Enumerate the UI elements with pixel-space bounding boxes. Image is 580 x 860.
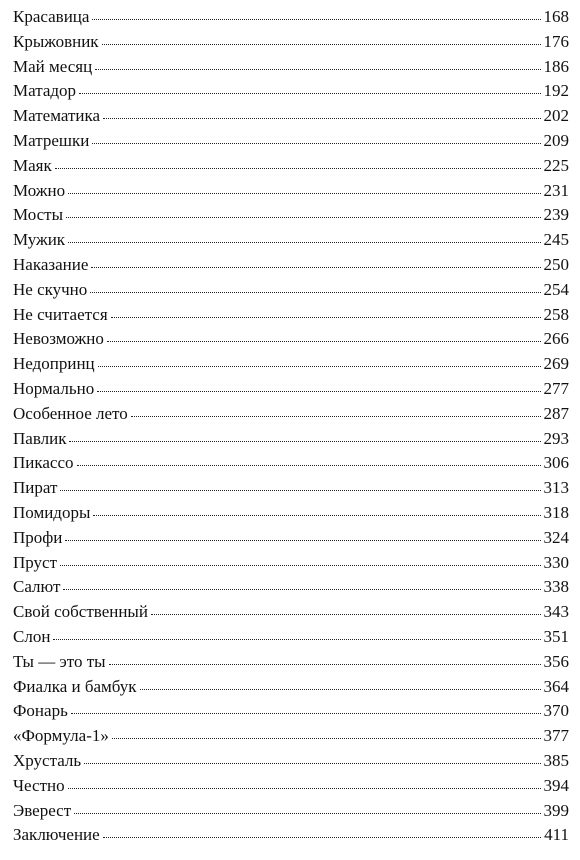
toc-entry-title: Недопринц — [13, 354, 95, 374]
toc-entry-title: Красавица — [13, 7, 90, 26]
toc-entry-page-number: 245 — [543, 230, 569, 250]
toc-entry — [13, 352, 569, 377]
toc-entry — [13, 650, 569, 675]
toc-entry-page-number: 192 — [543, 81, 569, 101]
toc-entry-page-number: 186 — [543, 56, 569, 76]
toc-entry-title: «Формула-1» — [13, 726, 109, 746]
dot-leader — [74, 812, 540, 814]
toc-entry — [13, 774, 569, 799]
toc-entry — [13, 799, 569, 824]
toc-entry — [13, 551, 569, 576]
table-of-contents — [13, 5, 569, 848]
dot-leader — [111, 316, 541, 318]
dot-leader — [60, 564, 540, 566]
toc-entry-title: Павлик — [13, 428, 67, 448]
toc-entry-page-number: 306 — [543, 453, 569, 473]
toc-entry-title: Профи — [13, 527, 63, 547]
toc-entry-title: Фонарь — [13, 701, 68, 721]
toc-entry-title: Невозможно — [13, 329, 104, 349]
dot-leader — [79, 92, 540, 94]
dot-leader — [112, 737, 541, 739]
toc-entry — [13, 228, 569, 253]
dot-leader — [60, 489, 540, 491]
dot-leader — [53, 638, 540, 640]
toc-entry-page-number: 313 — [543, 478, 569, 498]
toc-entry-title: Салют — [13, 577, 61, 597]
toc-entry-title: Эверест — [13, 800, 72, 820]
toc-entry — [13, 104, 569, 129]
toc-entry — [13, 427, 569, 452]
toc-entry-title: Фиалка и бамбук — [13, 676, 137, 696]
toc-entry — [13, 501, 569, 526]
dot-leader — [151, 613, 541, 615]
dot-leader — [55, 167, 541, 169]
toc-entry-page-number: 343 — [543, 602, 569, 622]
toc-entry — [13, 823, 569, 848]
toc-entry — [13, 600, 569, 625]
toc-entry-page-number: 266 — [543, 329, 569, 349]
toc-entry-page-number: 364 — [543, 676, 569, 696]
toc-entry-page-number: 394 — [543, 775, 569, 795]
toc-entry-title: Матадор — [13, 81, 77, 101]
toc-entry-title: Мужик — [13, 230, 66, 250]
toc-entry-title: Пруст — [13, 552, 58, 572]
dot-leader — [95, 68, 540, 70]
toc-entry-page-number: 258 — [543, 304, 569, 324]
toc-entry — [13, 303, 569, 328]
toc-entry — [13, 253, 569, 278]
toc-entry-title: Пикассо — [13, 453, 74, 473]
toc-entry-page-number: 225 — [543, 155, 569, 175]
toc-entry — [13, 327, 569, 352]
toc-entry — [13, 451, 569, 476]
toc-entry — [13, 278, 569, 303]
toc-entry-title: Особенное лето — [13, 403, 128, 423]
dot-leader — [68, 787, 541, 789]
toc-entry-title: Помидоры — [13, 502, 91, 522]
toc-entry-title: Ты — это ты — [13, 651, 106, 671]
toc-entry-page-number: 370 — [543, 701, 569, 721]
toc-entry-title: Не считается — [13, 304, 108, 324]
toc-entry — [13, 5, 569, 30]
dot-leader — [66, 216, 540, 218]
toc-entry-title: Нормально — [13, 378, 95, 398]
toc-entry — [13, 675, 569, 700]
dot-leader — [131, 415, 541, 417]
toc-entry — [13, 724, 569, 749]
toc-entry-page-number: 254 — [543, 279, 569, 299]
toc-entry-title: Слон — [13, 626, 51, 646]
dot-leader — [98, 365, 541, 367]
toc-entry — [13, 625, 569, 650]
toc-entry-title: Заключение — [13, 825, 100, 845]
toc-entry-page-number: 269 — [543, 354, 569, 374]
toc-entry-title: Матрешки — [13, 130, 90, 150]
toc-entry — [13, 476, 569, 501]
toc-entry-title: Математика — [13, 106, 101, 126]
toc-entry-title: Хрусталь — [13, 750, 82, 770]
dot-leader — [63, 588, 540, 590]
toc-entry-page-number: 209 — [543, 130, 569, 150]
toc-entry-page-number: 168 — [543, 7, 569, 26]
toc-entry-title: Пират — [13, 478, 58, 498]
toc-entry — [13, 749, 569, 774]
toc-entry — [13, 129, 569, 154]
toc-entry-title: Не скучно — [13, 279, 88, 299]
dot-leader — [92, 18, 540, 20]
toc-entry — [13, 526, 569, 551]
dot-leader — [103, 836, 541, 838]
dot-leader — [84, 762, 540, 764]
toc-entry-title: Свой собственный — [13, 602, 148, 622]
toc-entry — [13, 179, 569, 204]
dot-leader — [97, 390, 540, 392]
toc-entry-page-number: 351 — [543, 626, 569, 646]
toc-entry-page-number: 293 — [543, 428, 569, 448]
toc-entry — [13, 79, 569, 104]
toc-entry-page-number: 324 — [543, 527, 569, 547]
dot-leader — [71, 712, 541, 714]
toc-entry — [13, 203, 569, 228]
toc-entry-title: Маяк — [13, 155, 52, 175]
toc-entry — [13, 55, 569, 80]
dot-leader — [109, 663, 541, 665]
toc-entry-page-number: 287 — [543, 403, 569, 423]
toc-entry-page-number: 399 — [543, 800, 569, 820]
toc-entry-title: Май месяц — [13, 56, 93, 76]
toc-entry-page-number: 202 — [543, 106, 569, 126]
toc-entry-page-number: 318 — [543, 502, 569, 522]
dot-leader — [90, 291, 540, 293]
dot-leader — [93, 514, 540, 516]
dot-leader — [69, 440, 540, 442]
dot-leader — [68, 192, 540, 194]
dot-leader — [103, 117, 540, 119]
toc-entry-page-number: 411 — [544, 825, 569, 845]
toc-entry — [13, 575, 569, 600]
toc-entry — [13, 402, 569, 427]
dot-leader — [107, 340, 541, 342]
toc-entry-page-number: 277 — [543, 378, 569, 398]
toc-entry — [13, 699, 569, 724]
dot-leader — [77, 464, 541, 466]
toc-entry-page-number: 338 — [543, 577, 569, 597]
toc-entry-page-number: 377 — [543, 726, 569, 746]
dot-leader — [102, 43, 541, 45]
toc-entry-page-number: 231 — [543, 180, 569, 200]
toc-entry-title: Можно — [13, 180, 66, 200]
dot-leader — [65, 539, 540, 541]
toc-entry — [13, 30, 569, 55]
toc-entry-title: Крыжовник — [13, 31, 99, 51]
toc-entry — [13, 377, 569, 402]
toc-entry-title: Наказание — [13, 254, 89, 274]
toc-entry — [13, 154, 569, 179]
toc-entry-page-number: 250 — [543, 254, 569, 274]
toc-entry-page-number: 385 — [543, 750, 569, 770]
toc-entry-page-number: 239 — [543, 205, 569, 225]
toc-entry-page-number: 176 — [543, 31, 569, 51]
toc-entry-page-number: 330 — [543, 552, 569, 572]
dot-leader — [91, 266, 540, 268]
dot-leader — [68, 241, 540, 243]
toc-entry-title: Мосты — [13, 205, 64, 225]
toc-entry-page-number: 356 — [543, 651, 569, 671]
dot-leader — [92, 142, 540, 144]
toc-entry-title: Честно — [13, 775, 65, 795]
dot-leader — [140, 688, 541, 690]
